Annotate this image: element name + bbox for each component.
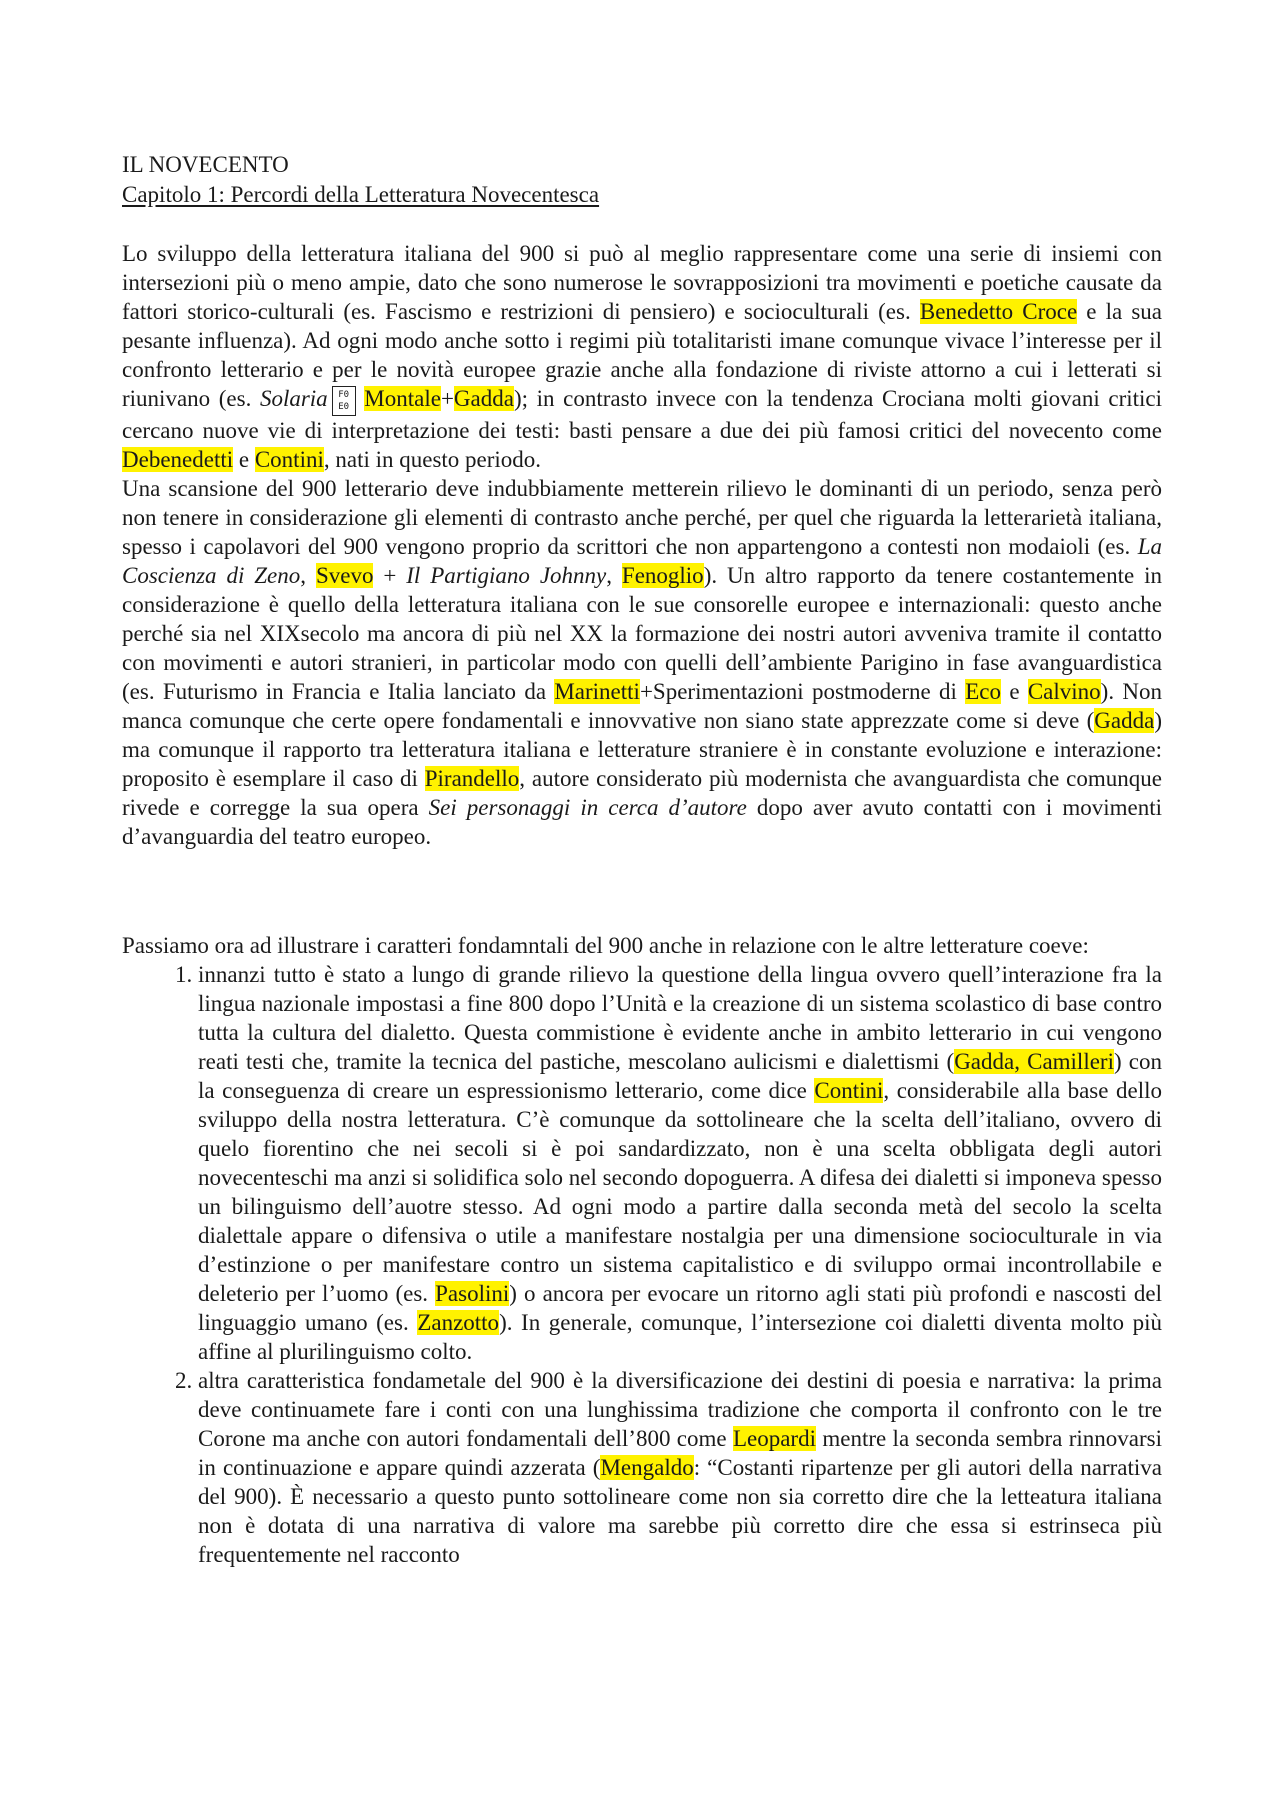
highlighted-name: Gadda <box>1094 707 1155 733</box>
characteristics-list <box>122 960 1162 1569</box>
highlighted-name: Contini <box>814 1077 884 1103</box>
chapter-subtitle: Capitolo 1: Percordi della Letteratura Novecentesca <box>122 182 600 207</box>
highlighted-name: Svevo <box>315 562 374 588</box>
paragraph-3: Passiamo ora ad illustrare i caratteri fondamntali del 900 anche in relazione con le altre letterature coeve: <box>122 932 1089 958</box>
document-title: IL NOVECENTO <box>122 152 289 177</box>
highlighted-name: Eco <box>965 678 1002 704</box>
list-item: 1. innanzi tutto è stato a lungo di grande rilievo la questione della lingua ovvero quell’interazione fra la lingua nazionale impostasi a fine 800 dopo l’Unità e la creazione di un sistema scolastico di base contro tutta la cultura del dialetto. Questa commistione è evidente anche in ambito letterario in cui vengono reati testi che, tramite la tecnica del pastiche, mescolano aulicismi e dialettismi (Gadda, Camilleri) con la conseguenza di creare un espressionismo letterario, come dice Contini, considerabile alla base dello sviluppo della nostra letteratura. C’è comunque da sottolineare che la scelta dell’italiano, ovvero di quelo fiorentino che nei secoli si è poi sandardizzato, non è una scelta obbligata degli autori novecenteschi ma anzi si solidifica solo nel secondo dopoguerra. A difesa dei dialetti si imponeva spesso un bilinguismo dell’auotre stesso. Ad ogni modo a partire dalla seconda metà del secolo la scelta dialettale appare o difensiva o utile a manifestare nostalgia per una dimensione socioculturale in via d’estinzione o per manifestare contro un sistema capitalistico e di sviluppo ormai incontrollabile e deleterio per l’uomo (es. Pasolini) o ancora per evocare un ritorno agli stati più profondi e nascosti del linguaggio umano (es. Zanzotto). In generale, comunque, l’intersezione coi dialetti diventa molto più affine al plurilinguismo colto. <box>198 960 1162 1366</box>
highlighted-name: Debenedetti <box>122 446 234 472</box>
highlighted-name: Pasolini <box>435 1280 510 1306</box>
reference-box-icon: F0 E0 <box>332 386 356 416</box>
highlighted-name: Gadda <box>453 386 514 411</box>
highlighted-name: Fenoglio <box>621 562 704 588</box>
highlighted-name: Mengaldo <box>600 1454 694 1480</box>
document-body <box>122 150 1162 1569</box>
highlighted-name: Benedetto Croce <box>919 299 1078 324</box>
paragraph-1: Lo sviluppo della letteratura italiana del 900 si può al meglio rappresentare come una serie di insiemi con intersezioni più o meno ampie, dato che sono numerose le sovrapposizioni tra movimenti e poetiche causate da fattori storico-culturali (es. Fascismo e restrizioni di pensiero) e socioculturali (es. Benedetto Croce e la sua pesante influenza). Ad ogni modo anche sotto i regimi più totalitaristi imane comunque vivace l’interesse per il confronto letterario e per le novità europee grazie anche alla fondazione di riviste attorno a cui i letterati si riunivano (es. Solaria F0 E0 Montale+Gadda); in contrasto invece con la tendenza Crociana molti giovani critici cercano nuove vie di interpretazione dei testi: basti pensare a due dei più famosi critici del novecento come Debenedetti e Contini, nati in questo periodo. <box>122 241 1163 472</box>
highlighted-name: Pirandello <box>424 765 520 791</box>
highlighted-name: Marinetti <box>554 678 640 704</box>
italic-title: Il Partigiano Johnny <box>406 562 607 588</box>
list-item: 2. altra caratteristica fondametale del 900 è la diversificazione dei destini di poesia e narrativa: la prima deve continuamete fare i conti con una lunghissima tradizione che comporta il confronto con le tre Corone ma anche con autori fondamentali dell’800 come Leopardi mentre la seconda sembra rinnovarsi in continuazione e appare quindi azzerata (Mengaldo: “Costanti ripartenze per gli autori della narrativa del 900). È necessario a questo punto sottolineare come non sia corretto dire che la letteatura italiana non è dotata di una narrativa di valore ma sarebbe più corretto dire che essa si estrinseca più frequentemente nel racconto <box>198 1366 1162 1569</box>
paragraph-2: Una scansione del 900 letterario deve indubbiamente metterein rilievo le dominanti di un periodo, senza però non tenere in considerazione gli elementi di contrasto anche perché, per quel che riguarda la letterarietà italiana, spesso i capolavori del 900 vengono proprio da scrittori che non appartengono a contesti non modaioli (es. La Coscienza di Zeno, Svevo + Il Partigiano Johnny, Fenoglio). Un altro rapporto da tenere costantemente in considerazione è quello della letteratura italiana con le sue consorelle europee e internazionali: questo anche perché sia nel XIXsecolo ma ancora di più nel XX la formazione dei nostri autori avveniva tramite il contatto con movimenti e autori stranieri, in particolar modo con quelli dell’ambiente Parigino in fase avanguardistica (es. Futurismo in Francia e Italia lanciato da Marinetti+Sperimentazioni postmoderne di Eco e Calvino). Non manca comunque che certe opere fondamentali e innovvative non siano state apprezzate come si deve (Gadda) ma comunque il rapporto tra letteratura italiana e letterature straniere è in constante evoluzione e interazione: proposito è esemplare il caso di Pirandello, autore considerato più modernista che avanguardista che comunque rivede e corregge la sua opera Sei personaggi in cerca d’autore dopo aver avuto contatti con i movimenti d’avanguardia del teatro europeo. <box>122 475 1163 849</box>
italic-title: Solaria <box>259 386 328 411</box>
highlighted-name: Zanzotto <box>417 1309 500 1335</box>
highlighted-name: Leopardi <box>732 1425 816 1451</box>
highlighted-name: Gadda, Camilleri <box>954 1048 1114 1074</box>
italic-title: La Coscienza di Zeno <box>122 533 1162 588</box>
italic-title: Sei personaggi in cerca d’autore <box>428 794 747 820</box>
highlighted-name: Contini <box>254 446 324 472</box>
highlighted-name: Montale <box>364 386 441 411</box>
highlighted-name: Calvino <box>1027 678 1101 704</box>
